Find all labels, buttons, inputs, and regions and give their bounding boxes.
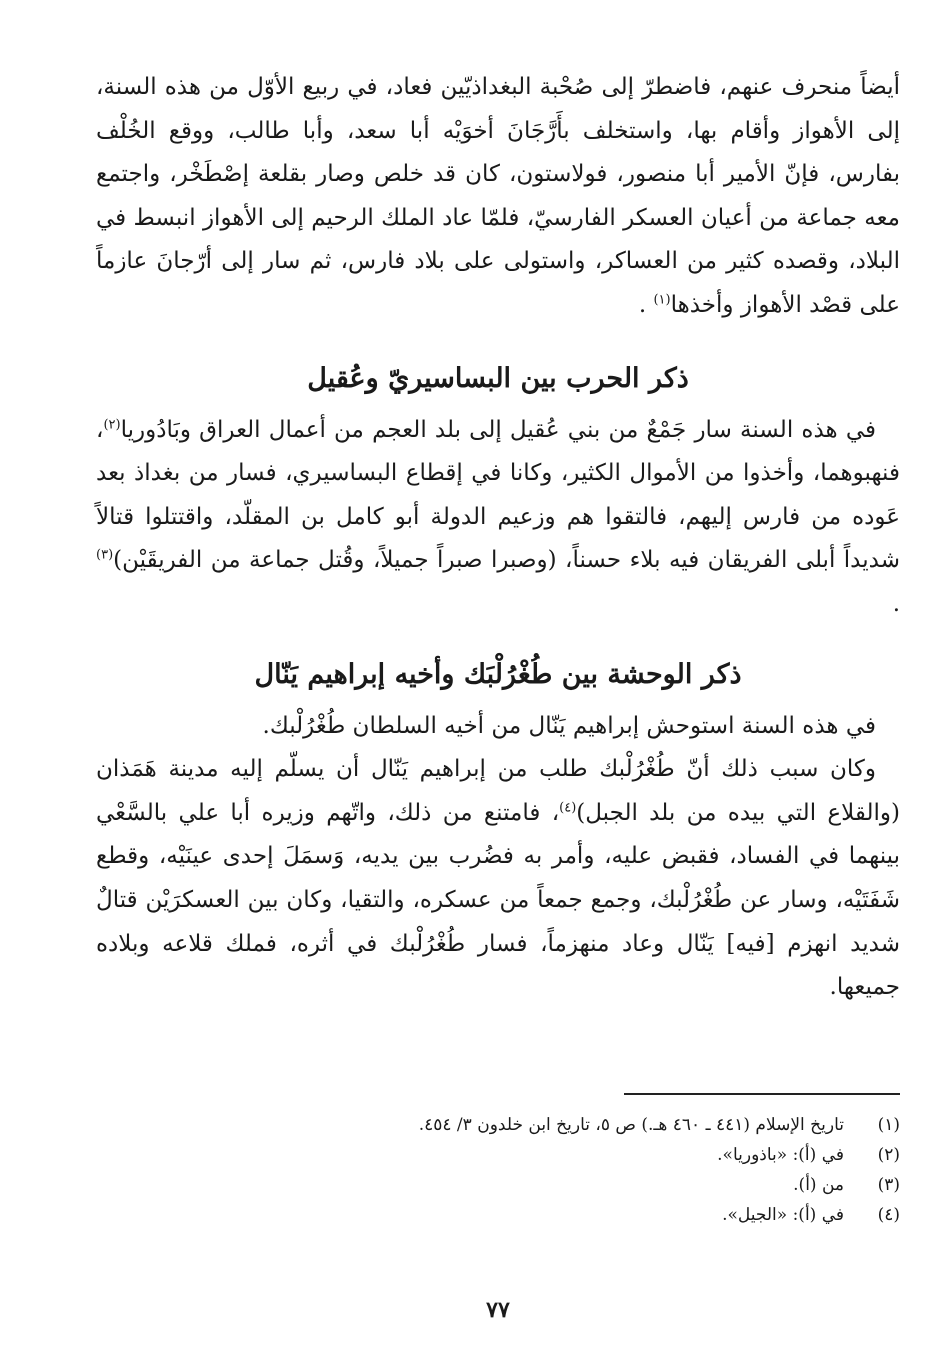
section2-paragraph-2 — [96, 748, 900, 1010]
section2-text-b: ، فامتنع من ذلك، واتّهم وزيره أبا علي بالسَّعْي بينهما في الفساد، فقبض عليه، وأمر به فضُرب بين يديه، وَسمَلَ إحدى عينَيْه، وقطع شَفَتَيْه، وسار عن طُغْرُلْبك، وجمع جمعاً من عسكره، والتقيا، وكان بين العسكرَيْن قتالٌ شديد انهزم [فيه] يَنّال وعاد منهزماً، فسار طُغْرُلْبك في أثره، فملك قلاعه وبلاده جميعها. — [96, 799, 900, 1001]
footnotes-list — [96, 1110, 900, 1230]
opening-paragraph: أيضاً منحرف عنهم، فاضطرّ إلى صُحْبة البغداذيّين فعاد، في ربيع الأوّل من هذه السنة، إلى الأهواز وأقام بها، واستخلف بأَرَّجَانَ أخوَيْه أبا سعد، وأبا طالب، ووقع الخُلْف بفارس، فإنّ الأمير أبا منصور، فولاستون، كان قد خلص وصار بقلعة إصْطَخْر، واجتمع معه جماعة من أعيان العسكر الفارسيّ، فلمّا عاد الملك الرحيم إلى الأهواز انبسط في البلاد، وقصده كثير من العساكر، واستولى على بلاد فارس، ثم سار إلى أرّجانَ عازماً على قصْد الأهواز وأخذها$^{(١)}$ . — [96, 74, 900, 318]
footnote-item — [96, 1200, 900, 1230]
footnote-text: في (أ): «باذوريا». — [717, 1145, 844, 1165]
footnote-number: (٤) — [877, 1205, 900, 1225]
footnote-number: (٣) — [877, 1175, 900, 1195]
footnote-ref-4[interactable]: (٤) — [559, 800, 577, 816]
section-heading-basasiri-uqayl: ذكر الحرب بين البساسيريّ وعُقيل — [307, 362, 689, 394]
section2-text-a: وكان سبب ذلك أنّ طُغْرُلْبك طلب من إبراهيم يَنّال أن يسلّم إليه مدينة هَمَذان (والقلاع التي بيده من بلد الجبل) — [96, 756, 900, 826]
opening-paragraph-text: أيضاً منحرف عنهم، فاضطرّ إلى صُحْبة البغداذيّين فعاد، في ربيع الأوّل من هذه السنة، إلى الأهواز وأقام بها، واستخلف بأَرَّجَانَ أخوَيْه أبا سعد، وأبا طالب، ووقع الخُلْف بفارس، فإنّ الأمير أبا منصور، فولاستون، كان قد خلص وصار بقلعة إصْطَخْر، واجتمع معه جماعة من أعيان العسكر الفارسيّ، فلمّا عاد الملك الرحيم إلى الأهواز انبسط في البلاد، وقصده كثير من العساكر، واستولى على بلاد فارس، ثم سار إلى أرّجانَ عازماً على قصْد الأهواز وأخذها — [96, 74, 900, 318]
section-heading-tughrilbek-inal: ذكر الوحشة بين طُغْرُلْبَك وأخيه إبراهيم يَنّال — [254, 658, 742, 690]
footnote-item — [96, 1170, 900, 1200]
footnote-text: في (أ): «الجيل». — [722, 1205, 844, 1225]
footnote-number: (٢) — [877, 1145, 900, 1165]
section1-text-b: ، فنهبوهما، وأخذوا من الأموال الكثير، وكانا في إقطاع البساسيري، فسار من بغداذ بعد عَوده من فارس إليهم، فالتقوا هم وزعيم الدولة أبو كامل بن المقلّد، واقتتلوا قتالاً شديداً أبلى الفريقان فيه بلاء حسناً، (وصبرا صبراً جميلاً، وقُتل جماعة من الفريقَيْن) — [96, 416, 900, 574]
footnote-ref-1[interactable]: (١) — [653, 292, 671, 308]
footnote-number: (١) — [877, 1115, 900, 1135]
footnote-item — [96, 1110, 900, 1140]
book-page — [96, 66, 900, 1336]
footnote-text: تاريخ الإسلام (٤٤١ ـ ٤٦٠ هـ.) ص ٥، تاريخ ابن خلدون ٣/ ٤٥٤. — [418, 1115, 844, 1135]
section2-paragraph-1: في هذه السنة استوحش إبراهيم يَنّال من أخيه السلطان طُغْرُلْبك. — [262, 712, 876, 739]
footnote-ref-2[interactable]: (٢) — [103, 416, 121, 432]
footnote-ref-3[interactable]: (٣) — [96, 547, 114, 563]
footnote-separator — [624, 1093, 900, 1095]
footnote-item — [96, 1140, 900, 1170]
page-number: ٧٧ — [486, 1297, 510, 1323]
section1-paragraph: في هذه السنة سار جَمْعٌ من بني عُقيل إلى بلد العجم من أعمال العراق وبَادُوريا$^{(٢)}$، فنهبوهما، وأخذوا من الأموال الكثير، وكانا في إقطاع البساسيري، فسار من بغداذ بعد عَوده من فارس إليهم، فالتقوا هم وزعيم الدولة أبو كامل بن المقلّد، واقتتلوا قتالاً شديداً أبلى الفريقان فيه بلاء حسناً، (وصبرا صبراً جميلاً، وقُتل جماعة من الفريقَيْن)$^{(٣)}$ . — [96, 416, 900, 617]
section1-text-a: في هذه السنة سار جَمْعٌ من بني عُقيل إلى بلد العجم من أعمال العراق وبَادُوريا — [120, 416, 876, 443]
footnote-text: من (أ). — [793, 1175, 844, 1195]
